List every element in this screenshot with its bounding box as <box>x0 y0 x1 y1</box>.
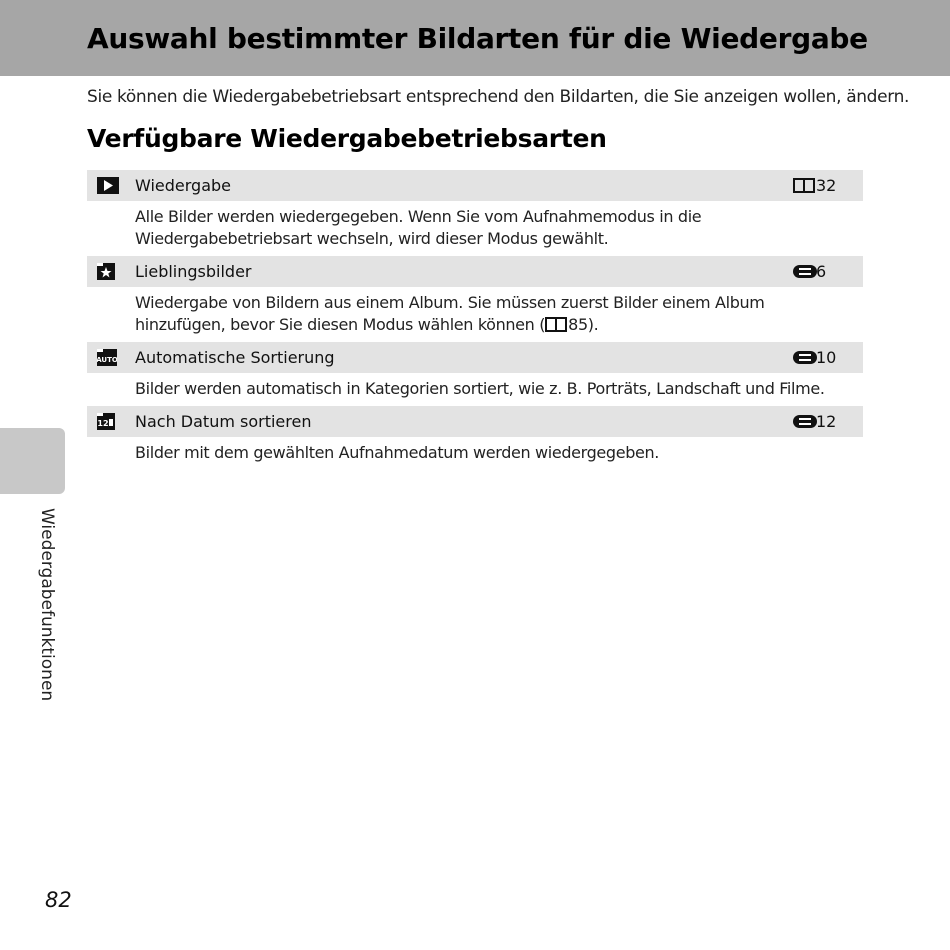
play-icon <box>97 177 115 194</box>
page-number: 82 <box>45 888 72 912</box>
mode-description: Alle Bilder werden wiedergegeben. Wenn Sie vom Aufnahmemodus in die Wiedergabebetriebsart wechseln, wird dieser Modus gewählt. <box>135 207 702 248</box>
intro-text: Sie können die Wiedergabebetriebsart entsprechend den Bildarten, die Sie anzeigen wollen, ändern. <box>87 87 910 107</box>
mode-name: Wiedergabe <box>135 176 232 195</box>
mode-description <box>87 287 863 342</box>
chapter-label: Wiedergabefunktionen <box>37 508 57 702</box>
mode-name: Nach Datum sortieren <box>135 412 312 431</box>
mode-description: Bilder mit dem gewählten Aufnahmedatum werden wiedergegeben. <box>135 443 660 462</box>
calendar-date-icon <box>97 413 115 430</box>
page-title: Auswahl bestimmter Bildarten für die Wiedergabe <box>87 22 868 55</box>
auto-sort-icon <box>97 349 115 366</box>
mode-table <box>87 170 863 470</box>
description-reference[interactable]: 85). <box>568 315 599 334</box>
favorite-star-icon <box>97 263 115 280</box>
reference-e-icon <box>793 414 815 429</box>
mode-description-text: Wiedergabe von Bildern aus einem Album. Sie müssen zuerst Bilder einem Album hinzufügen, bevor Sie diesen Modus wählen können ( <box>135 293 765 334</box>
reference-page: 32 <box>816 176 837 195</box>
reference-e-icon <box>793 350 815 365</box>
svg-text:12: 12 <box>97 419 109 428</box>
mode-row-date-sort <box>87 406 863 437</box>
reference-page: 12 <box>816 412 837 431</box>
mode-name: Automatische Sortierung <box>135 348 335 367</box>
mode-row-auto-sort <box>87 342 863 373</box>
mode-reference[interactable] <box>793 176 836 195</box>
mode-reference[interactable] <box>793 412 836 431</box>
book-icon <box>793 178 815 193</box>
page-header <box>0 0 950 76</box>
mode-row-playback <box>87 170 863 201</box>
mode-reference[interactable] <box>793 348 836 367</box>
reference-page: 6 <box>816 262 827 281</box>
reference-e-icon <box>793 264 815 279</box>
mode-description: Bilder werden automatisch in Kategorien sortiert, wie z. B. Porträts, Landschaft und Filme. <box>135 379 825 398</box>
mode-reference[interactable] <box>793 262 826 281</box>
chapter-tab <box>0 428 65 494</box>
svg-text:AUTO: AUTO <box>97 356 117 364</box>
section-title: Verfügbare Wiedergabebetriebsarten <box>87 124 607 153</box>
book-icon <box>545 316 567 331</box>
mode-row-favorites <box>87 256 863 287</box>
reference-page: 10 <box>816 348 837 367</box>
mode-name: Lieblingsbilder <box>135 262 252 281</box>
